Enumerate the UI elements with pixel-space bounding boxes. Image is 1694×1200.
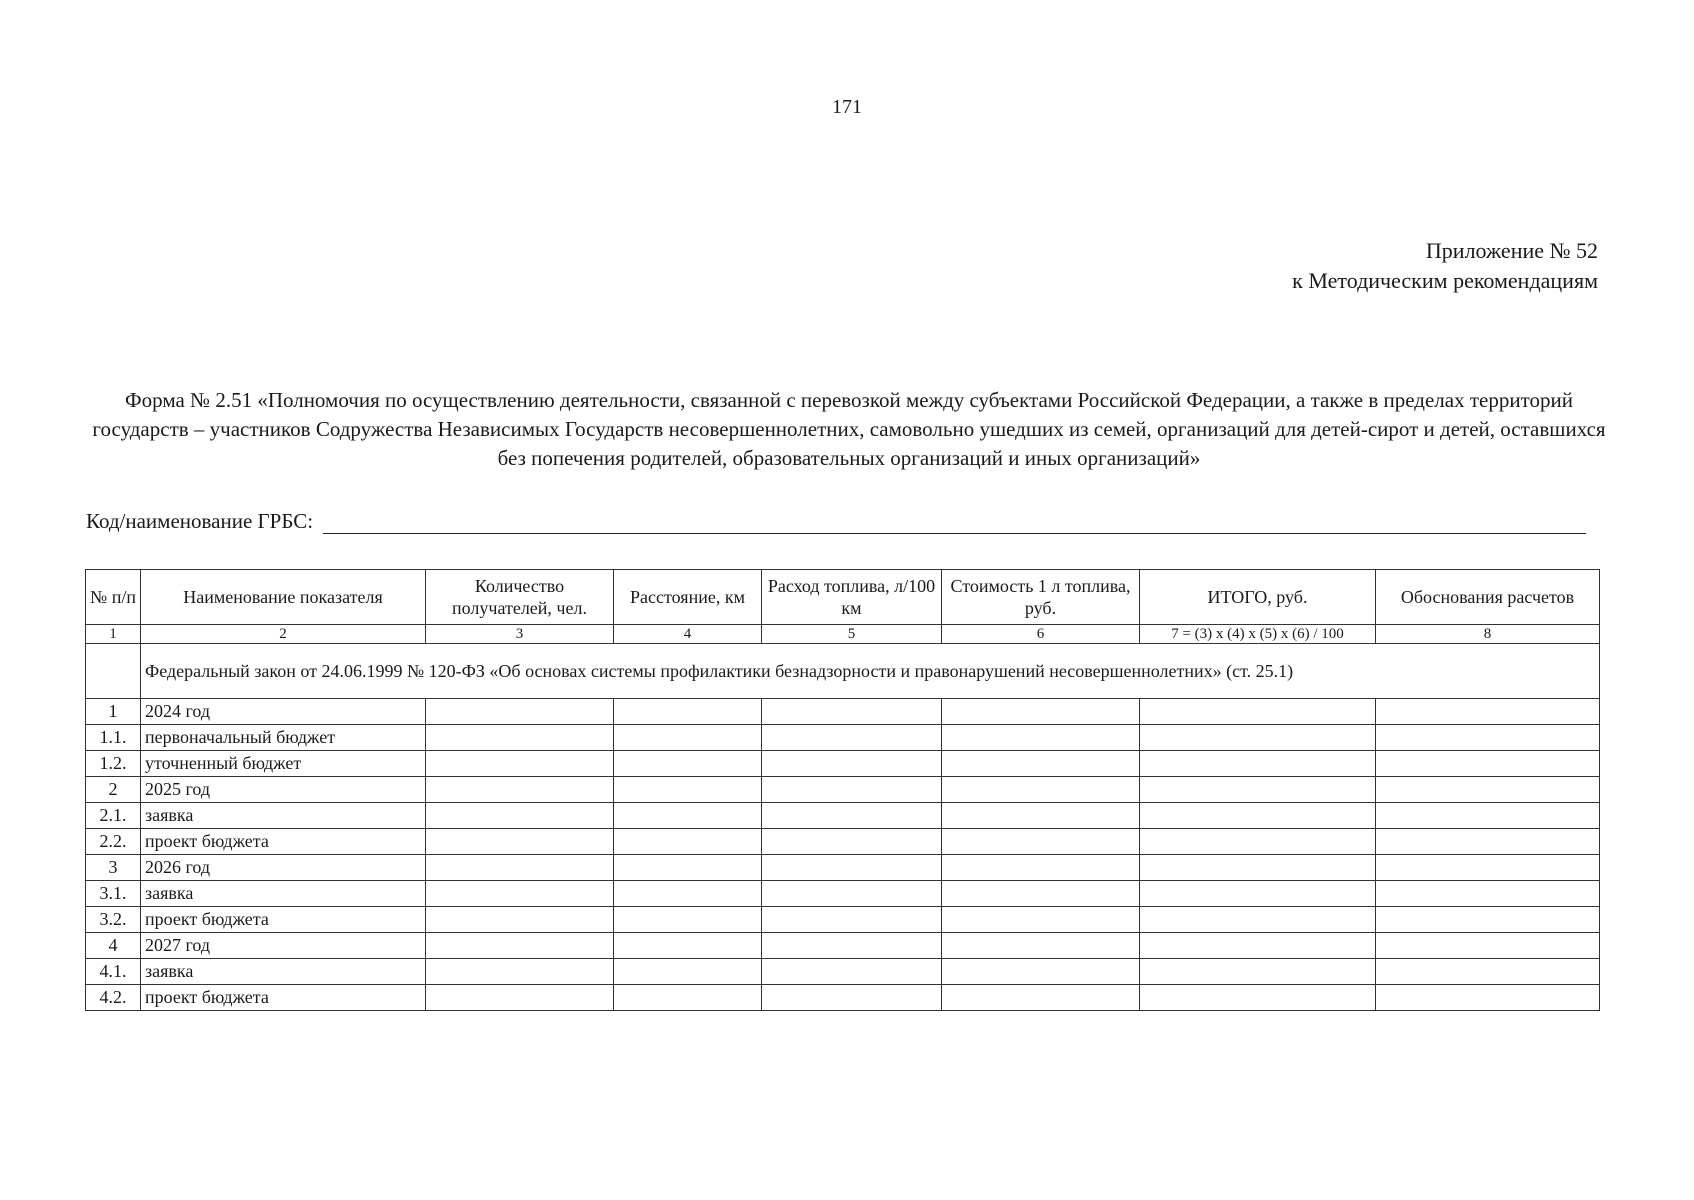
input-cell[interactable]: [614, 907, 762, 933]
input-cell[interactable]: [614, 855, 762, 881]
input-cell[interactable]: [426, 985, 614, 1011]
input-cell[interactable]: [614, 699, 762, 725]
input-cell[interactable]: [614, 777, 762, 803]
input-cell[interactable]: [762, 803, 942, 829]
input-cell[interactable]: [942, 933, 1140, 959]
form-title: Форма № 2.51 «Полномочия по осуществлению деятельности, связанной с перевозкой между субъектами Российской Федерации, а также в пределах территорий государств – участников Содружества Независимых Государств несовершеннолетних, самовольно ушедших из семей, организаций для детей-сирот и детей, оставшихся без попечения родителей, образовательных организаций и иных организаций»: [92, 388, 1606, 470]
row-number: 3: [86, 855, 141, 881]
input-cell[interactable]: [942, 881, 1140, 907]
column-number: 6: [942, 625, 1140, 644]
column-number: 1: [86, 625, 141, 644]
header-cell: Расход топлива, л/100 км: [762, 570, 942, 625]
input-cell[interactable]: [1140, 985, 1376, 1011]
input-cell[interactable]: [1140, 803, 1376, 829]
input-cell[interactable]: [1140, 829, 1376, 855]
input-cell[interactable]: [762, 855, 942, 881]
column-number: 4: [614, 625, 762, 644]
header-cell: Стоимость 1 л топлива, руб.: [942, 570, 1140, 625]
table-row: [86, 855, 1600, 881]
input-cell[interactable]: [762, 933, 942, 959]
input-cell[interactable]: [1376, 933, 1600, 959]
input-cell[interactable]: [1376, 855, 1600, 881]
appendix-subtitle: к Методическим рекомендациям: [1292, 268, 1598, 293]
input-cell[interactable]: [1376, 751, 1600, 777]
table-row: [86, 751, 1600, 777]
input-cell[interactable]: [1376, 881, 1600, 907]
grbs-field: [86, 509, 1586, 534]
table-row: [86, 933, 1600, 959]
input-cell[interactable]: [426, 881, 614, 907]
input-cell[interactable]: [426, 855, 614, 881]
row-name: 2026 год: [141, 855, 426, 881]
table-row: [86, 725, 1600, 751]
input-cell[interactable]: [614, 959, 762, 985]
table-row: [86, 777, 1600, 803]
input-cell[interactable]: [942, 725, 1140, 751]
row-number: 2: [86, 777, 141, 803]
row-name: проект бюджета: [141, 985, 426, 1011]
input-cell[interactable]: [762, 881, 942, 907]
row-number: 1: [86, 699, 141, 725]
row-number: 4.1.: [86, 959, 141, 985]
row-name: заявка: [141, 881, 426, 907]
input-cell[interactable]: [762, 907, 942, 933]
input-cell[interactable]: [426, 751, 614, 777]
table-row: [86, 907, 1600, 933]
row-number: 1.1.: [86, 725, 141, 751]
row-name: 2025 год: [141, 777, 426, 803]
row-number: 1.2.: [86, 751, 141, 777]
input-cell[interactable]: [1140, 907, 1376, 933]
input-cell[interactable]: [762, 829, 942, 855]
row-number: 2.1.: [86, 803, 141, 829]
input-cell[interactable]: [762, 699, 942, 725]
input-cell[interactable]: [942, 751, 1140, 777]
input-cell[interactable]: [762, 959, 942, 985]
input-cell[interactable]: [426, 829, 614, 855]
input-cell[interactable]: [1140, 881, 1376, 907]
input-cell[interactable]: [426, 959, 614, 985]
table-row: [86, 985, 1600, 1011]
row-name: 2024 год: [141, 699, 426, 725]
input-cell[interactable]: [426, 777, 614, 803]
input-cell[interactable]: [942, 985, 1140, 1011]
column-number: 7 = (3) x (4) x (5) x (6) / 100: [1140, 625, 1376, 644]
input-cell[interactable]: [614, 751, 762, 777]
input-cell[interactable]: [1376, 959, 1600, 985]
header-cell: ИТОГО, руб.: [1140, 570, 1376, 625]
input-cell[interactable]: [614, 803, 762, 829]
input-cell[interactable]: [1140, 933, 1376, 959]
table-row: [86, 829, 1600, 855]
input-cell[interactable]: [942, 803, 1140, 829]
input-cell[interactable]: [426, 725, 614, 751]
input-cell[interactable]: [1376, 803, 1600, 829]
row-name: 2027 год: [141, 933, 426, 959]
input-cell[interactable]: [614, 985, 762, 1011]
row-name: проект бюджета: [141, 907, 426, 933]
table-row: [86, 803, 1600, 829]
input-cell[interactable]: [1376, 985, 1600, 1011]
row-number: 4.2.: [86, 985, 141, 1011]
header-cell: Обоснования расчетов: [1376, 570, 1600, 625]
input-cell[interactable]: [426, 907, 614, 933]
grbs-label: Код/наименование ГРБС:: [86, 509, 314, 533]
input-cell[interactable]: [942, 907, 1140, 933]
appendix-number: Приложение № 52: [1425, 238, 1598, 263]
row-number: 3.1.: [86, 881, 141, 907]
input-cell[interactable]: [1376, 725, 1600, 751]
row-name: первоначальный бюджет: [141, 725, 426, 751]
row-name: заявка: [141, 803, 426, 829]
input-cell[interactable]: [762, 985, 942, 1011]
input-cell[interactable]: [942, 959, 1140, 985]
input-cell[interactable]: [614, 881, 762, 907]
input-cell[interactable]: [426, 933, 614, 959]
input-cell[interactable]: [762, 725, 942, 751]
column-number: 2: [141, 625, 426, 644]
row-number: 3.2.: [86, 907, 141, 933]
column-number: 3: [426, 625, 614, 644]
law-row: [86, 644, 1600, 699]
page-number: 171: [832, 96, 862, 118]
input-cell[interactable]: [942, 855, 1140, 881]
table-row: [86, 699, 1600, 725]
row-name: заявка: [141, 959, 426, 985]
table-row: [86, 959, 1600, 985]
input-cell[interactable]: [1140, 959, 1376, 985]
grbs-blank-line: [323, 511, 1586, 534]
header-cell: Количество получателей, чел.: [426, 570, 614, 625]
row-number: 2.2.: [86, 829, 141, 855]
input-cell[interactable]: [614, 725, 762, 751]
input-cell[interactable]: [1376, 699, 1600, 725]
input-cell[interactable]: [1140, 777, 1376, 803]
column-number: 5: [762, 625, 942, 644]
input-cell[interactable]: [426, 803, 614, 829]
input-cell[interactable]: [762, 777, 942, 803]
input-cell[interactable]: [1376, 777, 1600, 803]
appendix-reference: [1292, 236, 1598, 296]
input-cell[interactable]: [942, 777, 1140, 803]
input-cell[interactable]: [426, 699, 614, 725]
input-cell[interactable]: [1140, 855, 1376, 881]
row-name: проект бюджета: [141, 829, 426, 855]
column-number-row: [86, 625, 1600, 644]
table-row: [86, 881, 1600, 907]
input-cell[interactable]: [1376, 829, 1600, 855]
row-number: 4: [86, 933, 141, 959]
header-cell: Наименование показателя: [141, 570, 426, 625]
law-number-cell: [86, 644, 141, 699]
header-cell: Расстояние, км: [614, 570, 762, 625]
input-cell[interactable]: [942, 699, 1140, 725]
input-cell[interactable]: [1376, 907, 1600, 933]
row-name: уточненный бюджет: [141, 751, 426, 777]
input-cell[interactable]: [614, 829, 762, 855]
header-row: [86, 570, 1600, 625]
input-cell[interactable]: [762, 751, 942, 777]
input-cell[interactable]: [1140, 725, 1376, 751]
input-cell[interactable]: [942, 829, 1140, 855]
form-table: [85, 569, 1600, 1011]
input-cell[interactable]: [1140, 699, 1376, 725]
header-cell: № п/п: [86, 570, 141, 625]
law-reference: Федеральный закон от 24.06.1999 № 120-ФЗ «Об основах системы профилактики безнадзорности и правонарушений несовершеннолетних» (ст. 25.1): [141, 644, 1600, 699]
column-number: 8: [1376, 625, 1600, 644]
input-cell[interactable]: [614, 933, 762, 959]
input-cell[interactable]: [1140, 751, 1376, 777]
